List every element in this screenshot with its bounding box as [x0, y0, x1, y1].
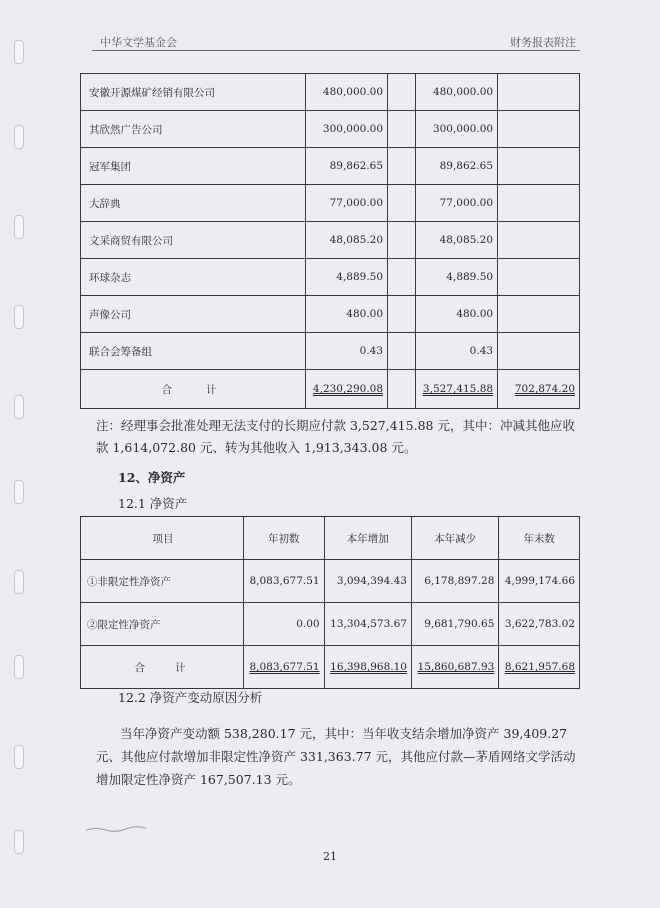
- cell-amount: 48,085.20: [305, 222, 387, 259]
- punch-hole: [14, 40, 24, 64]
- cell-amount: 0.43: [305, 333, 387, 370]
- cell-amount: [498, 185, 580, 222]
- cell-amount: 89,862.65: [305, 148, 387, 185]
- table-row: [81, 222, 580, 259]
- table-row: [81, 259, 580, 296]
- cell-name: 大辞典: [81, 185, 306, 222]
- page-number: 21: [323, 850, 337, 863]
- cell-name: 环球杂志: [81, 259, 306, 296]
- total-amount: 8,621,957.68: [504, 661, 575, 673]
- cell-amount: 6,178,897.28: [411, 560, 498, 603]
- total-amount: 702,874.20: [514, 383, 575, 395]
- header-left: 中华文学基金会: [100, 36, 177, 49]
- punch-hole: [14, 655, 24, 679]
- cell-amount: 4,999,174.66: [499, 560, 580, 603]
- cell-amount: [498, 111, 580, 148]
- page-header: [92, 32, 580, 51]
- table-row: [81, 296, 580, 333]
- cell-amount: 48,085.20: [416, 222, 498, 259]
- cell-amount: 0.43: [416, 333, 498, 370]
- cell-amount: 89,862.65: [416, 148, 498, 185]
- cell-amount: 13,304,573.67: [324, 603, 411, 646]
- table-note: 注：经理事会批准处理无法支付的长期应付款 3,527,415.88 元，其中：冲减其他应收款 1,614,072.80 元、转为其他收入 1,913,343.08 元。: [96, 418, 575, 455]
- cell-amount: 3,622,783.02: [499, 603, 580, 646]
- subsection-heading: 12.2 净资产变动原因分析: [118, 690, 263, 705]
- subsection-heading: 12.1 净资产: [118, 496, 188, 511]
- table-row: [81, 333, 580, 370]
- cell-amount: 480,000.00: [416, 74, 498, 111]
- section-heading: 12、净资产: [118, 470, 186, 485]
- cell-amount: [498, 259, 580, 296]
- column-header: 本年减少: [411, 517, 498, 560]
- table-header-row: [81, 517, 580, 560]
- column-header: 项目: [81, 517, 244, 560]
- cell-name: 其欣然广告公司: [81, 111, 306, 148]
- cell-amount: [498, 333, 580, 370]
- cell-name: 声像公司: [81, 296, 306, 333]
- cell-amount: 3,094,394.43: [324, 560, 411, 603]
- cell-amount: [498, 74, 580, 111]
- table-row: [81, 603, 580, 646]
- cell-amount: 480.00: [416, 296, 498, 333]
- cell-amount: [498, 148, 580, 185]
- table-row: [81, 111, 580, 148]
- cell-amount: 77,000.00: [305, 185, 387, 222]
- punch-hole: [14, 125, 24, 149]
- column-header: 年初数: [244, 517, 325, 560]
- total-row: [81, 370, 580, 409]
- cell-name: 安徽开源煤矿经销有限公司: [81, 74, 306, 111]
- pen-mark-icon: [86, 826, 146, 832]
- header-right: 财务报表附注: [510, 36, 576, 49]
- cell-name: 文采商贸有限公司: [81, 222, 306, 259]
- total-label: 合计: [81, 370, 306, 409]
- cell-amount: 300,000.00: [305, 111, 387, 148]
- net-assets-table: [80, 516, 580, 689]
- column-header: 本年增加: [324, 517, 411, 560]
- cell-amount: 300,000.00: [416, 111, 498, 148]
- cell-item: ①非限定性净资产: [81, 560, 244, 603]
- punch-hole: [14, 305, 24, 329]
- total-amount: 16,398,968.10: [330, 661, 407, 673]
- punch-hole: [14, 395, 24, 419]
- total-label: 合计: [81, 646, 244, 689]
- punch-hole: [14, 480, 24, 504]
- punch-hole: [14, 570, 24, 594]
- cell-amount: [498, 222, 580, 259]
- total-row: [81, 646, 580, 689]
- cell-amount: 0.00: [244, 603, 325, 646]
- table-row: [81, 74, 580, 111]
- cell-name: 冠军集团: [81, 148, 306, 185]
- analysis-paragraph: 当年净资产变动额 538,280.17 元，其中：当年收支结余增加净资产 39,409.27 元、其他应付款增加非限定性净资产 331,363.77 元，其他应付款—茅盾网络文学活动增加限定性净资产 167,507.13 元。: [96, 726, 576, 787]
- cell-amount: 4,889.50: [305, 259, 387, 296]
- total-amount: 4,230,290.08: [312, 383, 384, 395]
- cell-name: 联合会筹备组: [81, 333, 306, 370]
- punch-hole: [14, 745, 24, 769]
- total-amount: 3,527,415.88: [422, 383, 494, 395]
- table-row: [81, 560, 580, 603]
- total-amount: 8,083,677.51: [249, 661, 320, 673]
- cell-amount: [498, 296, 580, 333]
- table-row: [81, 185, 580, 222]
- payables-table: [80, 73, 580, 409]
- cell-amount: 9,681,790.65: [411, 603, 498, 646]
- cell-item: ②限定性净资产: [81, 603, 244, 646]
- column-header: 年末数: [499, 517, 580, 560]
- cell-amount: 4,889.50: [416, 259, 498, 296]
- table-row: [81, 148, 580, 185]
- punch-hole: [14, 215, 24, 239]
- cell-amount: 77,000.00: [416, 185, 498, 222]
- cell-amount: 480,000.00: [305, 74, 387, 111]
- total-amount: 15,860,687.93: [417, 661, 495, 673]
- cell-amount: 480.00: [305, 296, 387, 333]
- cell-amount: 8,083,677.51: [244, 560, 325, 603]
